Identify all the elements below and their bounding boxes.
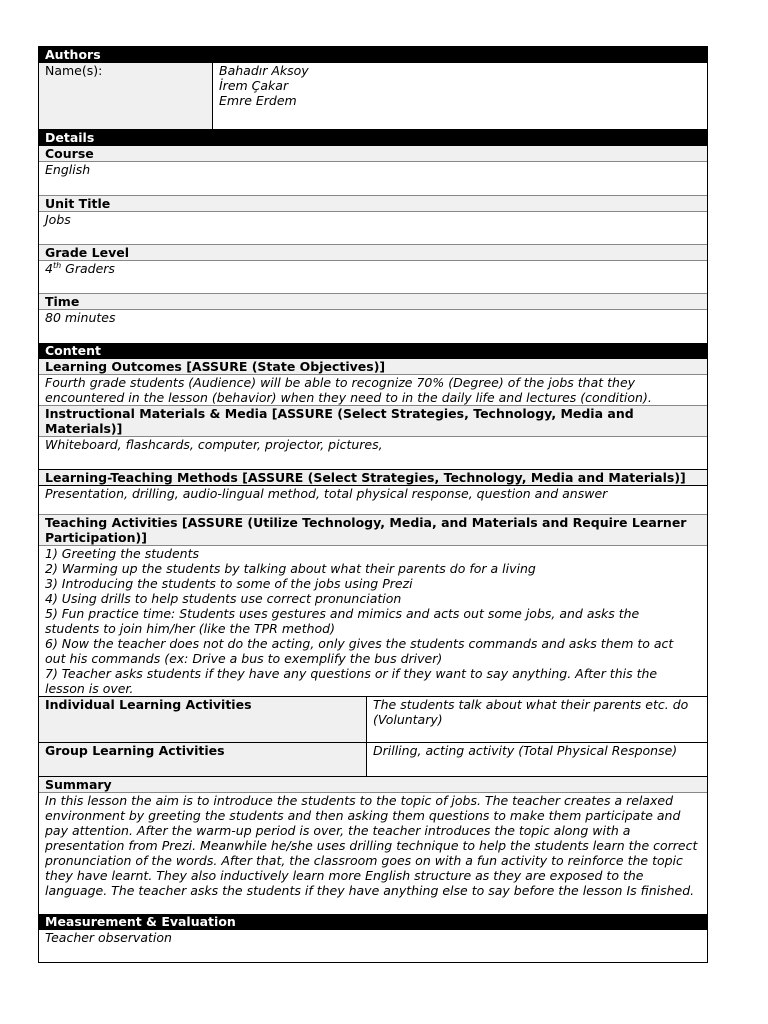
- details-header: Details: [39, 130, 707, 146]
- methods-label: Learning-Teaching Methods [ASSURE (Select Strategies, Technology, Media and Materials)]: [39, 469, 707, 486]
- unit-title-value: Jobs: [45, 212, 71, 227]
- time-label: Time: [39, 293, 707, 310]
- summary-line: presentation from Prezi. Meanwhile he/she uses drilling technique to help the students learn the correct: [45, 838, 698, 853]
- author-names: [212, 63, 707, 129]
- summary-value: [39, 793, 707, 914]
- group-activities-value: Drilling, acting activity (Total Physical Response): [366, 743, 707, 776]
- individual-activities-row: [39, 697, 707, 743]
- summary-label: Summary: [39, 777, 707, 793]
- evaluation-value: Teacher observation: [45, 930, 172, 945]
- outcomes-line: encountered in the lesson (behavior) when they need to in the daily life and lectures (condition).: [45, 390, 652, 405]
- lesson-plan-document: [38, 46, 708, 963]
- authors-row: [39, 63, 707, 130]
- grade-level-value: [39, 261, 707, 293]
- individual-activities-label: Individual Learning Activities: [39, 697, 366, 742]
- time-value: 80 minutes: [45, 310, 116, 325]
- group-activities-label: Group Learning Activities: [39, 743, 366, 776]
- learning-outcomes-label: Learning Outcomes [ASSURE (State Objectives)]: [39, 359, 707, 375]
- outcomes-line: Fourth grade students (Audience) will be able to recognize 70% (Degree) of the jobs that they: [45, 375, 636, 390]
- authors-header: Authors: [39, 47, 707, 63]
- group-activities-row: [39, 743, 707, 777]
- activities-label-line: Teaching Activities [ASSURE (Utilize Technology, Media, and Materials and Require Learner: [45, 515, 687, 530]
- grade-suffix: Graders: [61, 261, 115, 276]
- individual-activities-value: [366, 697, 707, 742]
- materials-value: Whiteboard, flashcards, computer, projector, pictures,: [45, 437, 383, 452]
- summary-line: they have learnt. They also inductively learn more English structure as they are exposed to the: [45, 868, 644, 883]
- course-label: Course: [39, 146, 707, 162]
- grade-ordinal: th: [52, 260, 62, 270]
- grade-number: 4: [45, 261, 53, 276]
- activity-line: 5) Fun practice time: Students uses gestures and mimics and acts out some jobs, and asks the: [45, 606, 640, 621]
- activity-line: 3) Introducing the students to some of the jobs using Prezi: [45, 576, 413, 591]
- course-value: English: [45, 162, 91, 177]
- activity-line: students to join him/her (like the TPR method): [45, 621, 335, 636]
- author-name: İrem Çakar: [219, 78, 289, 93]
- summary-line: language. The teacher asks the students if they have anything else to say before the lesson Is finished.: [45, 883, 695, 898]
- activity-line: lesson is over.: [45, 681, 134, 696]
- grade-level-label: Grade Level: [39, 244, 707, 261]
- individual-value-line: The students talk about what their parents etc. do: [373, 697, 689, 712]
- materials-label-line: Instructional Materials & Media [ASSURE (Select Strategies, Technology, Media and: [45, 406, 634, 421]
- methods-value: Presentation, drilling, audio-lingual method, total physical response, question and answer: [45, 486, 608, 501]
- learning-outcomes-value: [39, 375, 707, 405]
- summary-line: pronunciation of the words. After that, the classroom goes on with a fun activity to reinforce the topic: [45, 853, 683, 868]
- names-label: Name(s):: [39, 63, 212, 129]
- activity-line: 4) Using drills to help students use correct pronunciation: [45, 591, 402, 606]
- summary-line: In this lesson the aim is to introduce the students to the topic of jobs. The teacher creates a relaxed: [45, 793, 674, 808]
- materials-label: [39, 405, 707, 437]
- teaching-activities-label: [39, 514, 707, 546]
- author-name: Emre Erdem: [219, 93, 297, 108]
- teaching-activities-list: [39, 546, 707, 697]
- activity-line: out his commands (ex: Drive a bus to exemplify the bus driver): [45, 651, 443, 666]
- summary-line: environment by greeting the students and then asking them questions to make them participate and: [45, 808, 681, 823]
- activities-label-line: Participation)]: [45, 530, 147, 545]
- content-header: Content: [39, 343, 707, 359]
- activity-line: 6) Now the teacher does not do the acting, only gives the students commands and asks them to act: [45, 636, 674, 651]
- individual-value-line: (Voluntary): [373, 712, 443, 727]
- activity-line: 2) Warming up the students by talking about what their parents do for a living: [45, 561, 536, 576]
- author-name: Bahadır Aksoy: [219, 63, 309, 78]
- activity-line: 1) Greeting the students: [45, 546, 199, 561]
- materials-label-line: Materials)]: [45, 421, 123, 436]
- summary-line: pay attention. After the warm-up period is over, the teacher introduces the topic along with a: [45, 823, 631, 838]
- evaluation-header: Measurement & Evaluation: [39, 914, 707, 930]
- unit-title-label: Unit Title: [39, 195, 707, 212]
- activity-line: 7) Teacher asks students if they have any questions or if they want to say anything. After this the: [45, 666, 658, 681]
